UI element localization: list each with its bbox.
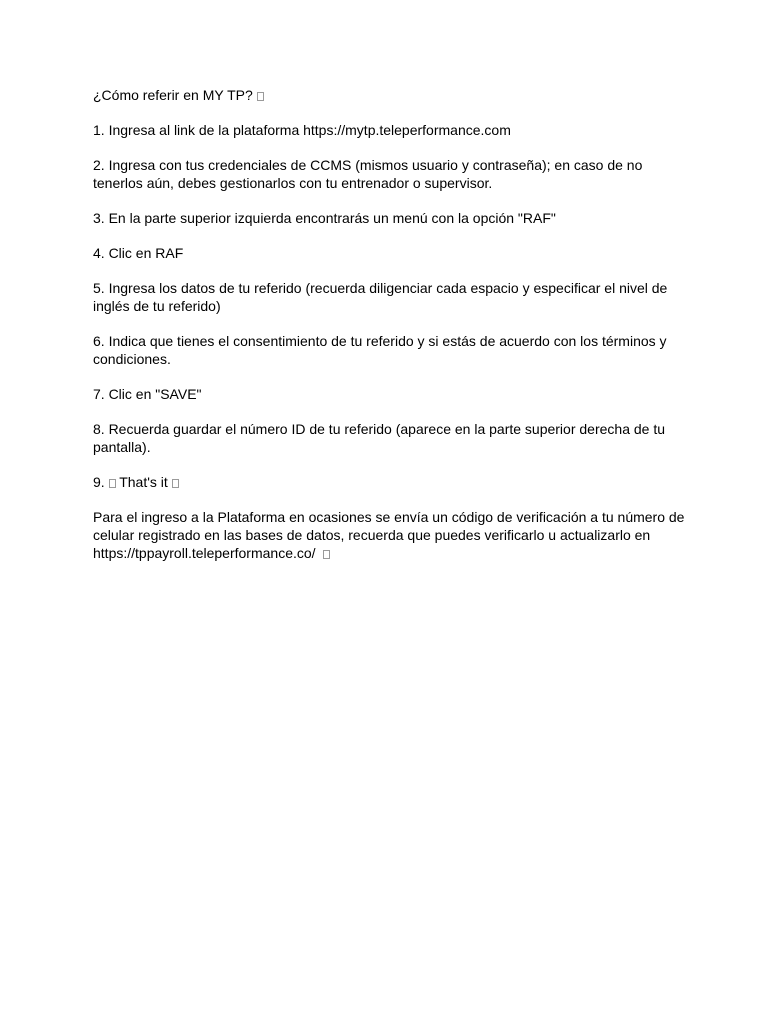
document-title [93, 86, 693, 104]
step-6: 6. Indica que tienes el consentimiento de tu referido y si estás de acuerdo con los términos y condiciones. [93, 333, 667, 367]
title-text: ¿Cómo referir en MY TP? [93, 87, 253, 103]
step-4: 4. Clic en RAF [93, 245, 184, 261]
step-1: 1. Ingresa al link de la plataforma https://mytp.teleperformance.com [93, 122, 511, 138]
missing-glyph-icon [257, 92, 264, 101]
step-9 [93, 473, 693, 491]
missing-glyph-icon [109, 479, 116, 488]
step-9-text: That's it [119, 474, 168, 490]
step-9-number: 9. [93, 474, 105, 490]
missing-glyph-icon [323, 550, 330, 559]
step-8: 8. Recuerda guardar el número ID de tu referido (aparece en la parte superior derecha de tu pantalla). [93, 421, 666, 455]
step-5: 5. Ingresa los datos de tu referido (recuerda diligenciar cada espacio y especificar el nivel de inglés de tu referido) [93, 280, 668, 314]
note-text: Para el ingreso a la Plataforma en ocasiones se envía un código de verificación a tu número de celular registrado en las bases de datos, recuerda que puedes verificarlo u actualizarlo en https://tppayroll.teleperformance.co/ [93, 509, 685, 561]
missing-glyph-icon [172, 479, 179, 488]
step-3: 3. En la parte superior izquierda encontrarás un menú con la opción "RAF" [93, 210, 556, 226]
verification-note [93, 508, 693, 562]
step-2: 2. Ingresa con tus credenciales de CCMS (mismos usuario y contraseña); en caso de no tenerlos aún, debes gestionarlos con tu entrenador o supervisor. [93, 157, 643, 191]
step-7: 7. Clic en "SAVE" [93, 386, 202, 402]
document-page [93, 86, 693, 579]
